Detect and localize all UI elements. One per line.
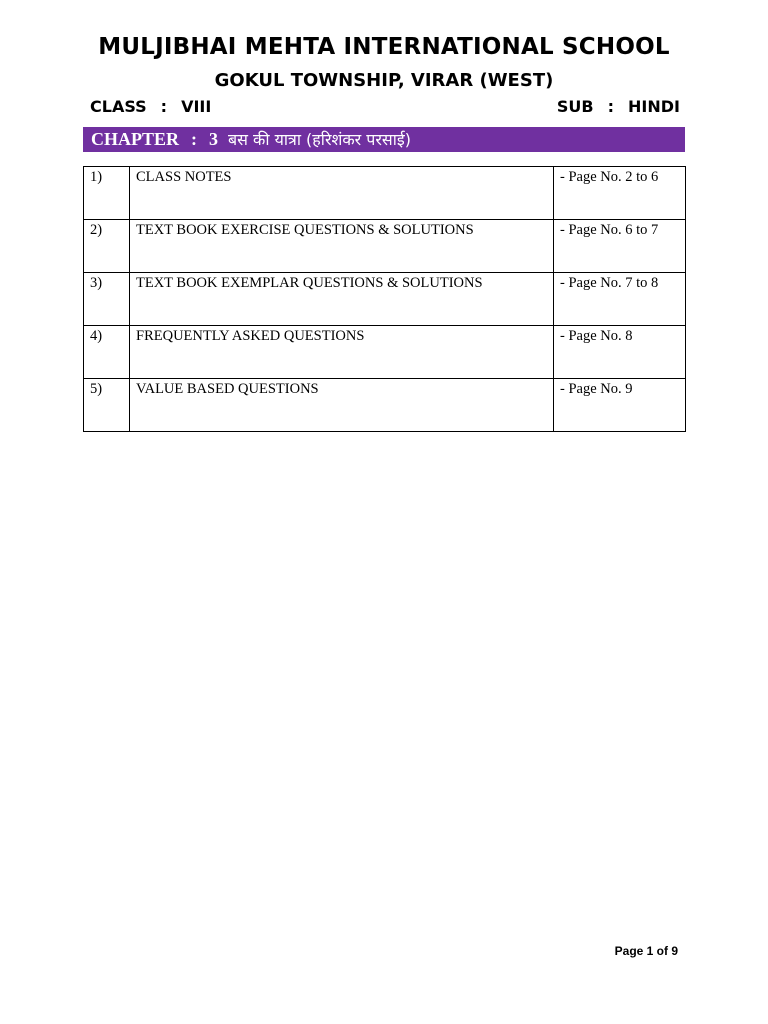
row-number: 5) (84, 379, 130, 432)
chapter-label: CHAPTER (91, 129, 180, 149)
subject-label: SUB (556, 97, 594, 116)
row-title: VALUE BASED QUESTIONS (130, 379, 554, 432)
table-row (84, 273, 686, 326)
row-title: FREQUENTLY ASKED QUESTIONS (130, 326, 554, 379)
table-row (84, 326, 686, 379)
class-value: VIII (181, 97, 212, 116)
school-name: MULJIBHAI MEHTA INTERNATIONAL SCHOOL (98, 34, 670, 60)
class-info (90, 97, 211, 116)
class-subject-line (90, 97, 680, 121)
chapter-number: 3 (209, 129, 219, 149)
chapter-banner (83, 127, 685, 152)
chapter-separator: : (191, 129, 198, 149)
row-number: 3) (84, 273, 130, 326)
class-separator: : (160, 97, 168, 116)
page-number: Page 1 of 9 (614, 944, 678, 958)
row-pages: - Page No. 9 (554, 379, 686, 432)
table-row (84, 167, 686, 220)
row-number: 4) (84, 326, 130, 379)
contents-table (83, 166, 686, 432)
school-address: GOKUL TOWNSHIP, VIRAR (WEST) (214, 70, 554, 91)
subject-value: HINDI (628, 97, 680, 116)
row-pages: - Page No. 7 to 8 (554, 273, 686, 326)
subject-info (557, 97, 680, 116)
subject-separator: : (607, 97, 615, 116)
row-pages: - Page No. 8 (554, 326, 686, 379)
row-number: 1) (84, 167, 130, 220)
row-title: TEXT BOOK EXEMPLAR QUESTIONS & SOLUTIONS (130, 273, 554, 326)
row-title: TEXT BOOK EXERCISE QUESTIONS & SOLUTIONS (130, 220, 554, 273)
row-title: CLASS NOTES (130, 167, 554, 220)
row-pages: - Page No. 6 to 7 (554, 220, 686, 273)
table-row (84, 379, 686, 432)
row-pages: - Page No. 2 to 6 (554, 167, 686, 220)
chapter-title: बस की यात्रा (हरिशंकर परसाई) (228, 130, 411, 149)
class-label: CLASS (90, 97, 147, 116)
table-row (84, 220, 686, 273)
row-number: 2) (84, 220, 130, 273)
